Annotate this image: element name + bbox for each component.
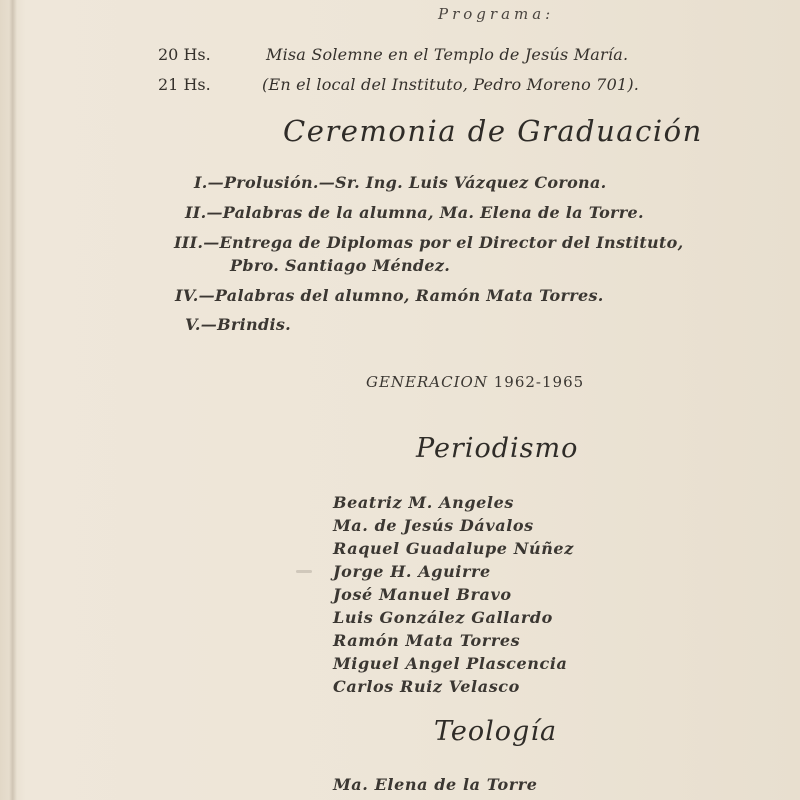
schedule-time-2: 21 Hs. — [158, 75, 211, 94]
periodismo-name: José Manuel Bravo — [333, 585, 512, 604]
generation-years: 1962-1965 — [493, 373, 585, 391]
schedule-text-1: Misa Solemne en el Templo de Jesús María. — [266, 45, 629, 64]
schedule-text-2: (En el local del Instituto, Pedro Moreno 701). — [262, 75, 640, 94]
teologia-name: Ma. Elena de la Torre — [333, 775, 538, 794]
ceremony-item-3: III.—Entrega de Diplomas por el Director del Instituto, — [174, 233, 684, 252]
periodismo-name: Ramón Mata Torres — [333, 631, 521, 650]
periodismo-title: Periodismo — [416, 433, 579, 464]
periodismo-name: Raquel Guadalupe Núñez — [333, 539, 574, 558]
ceremony-item-2: II.—Palabras de la alumna, Ma. Elena de la Torre. — [185, 203, 644, 222]
ceremony-item-5: V.—Brindis. — [185, 315, 291, 334]
periodismo-name: Jorge H. Aguirre — [333, 562, 491, 581]
periodismo-name: Miguel Angel Plascencia — [333, 654, 568, 673]
ceremony-item-4: IV.—Palabras del alumno, Ramón Mata Torres. — [175, 286, 604, 305]
teologia-title: Teología — [434, 716, 558, 747]
paper-speck — [296, 570, 312, 573]
schedule-time-1: 20 Hs. — [158, 45, 211, 64]
programa-label: Programa: — [438, 5, 555, 23]
generation-label: GENERACION — [366, 373, 488, 391]
periodismo-name: Ma. de Jesús Dávalos — [333, 516, 534, 535]
periodismo-name: Beatriz M. Angeles — [333, 493, 514, 512]
ceremony-item-3-cont: Pbro. Santiago Méndez. — [230, 256, 451, 275]
ceremony-title: Ceremonia de Graduación — [283, 114, 703, 148]
ceremony-item-1: I.—Prolusión.—Sr. Ing. Luis Vázquez Corona. — [194, 173, 607, 192]
periodismo-name: Carlos Ruiz Velasco — [333, 677, 520, 696]
page-fold-shadow — [9, 0, 17, 800]
generation-line — [366, 373, 584, 391]
periodismo-name: Luis González Gallardo — [333, 608, 553, 627]
